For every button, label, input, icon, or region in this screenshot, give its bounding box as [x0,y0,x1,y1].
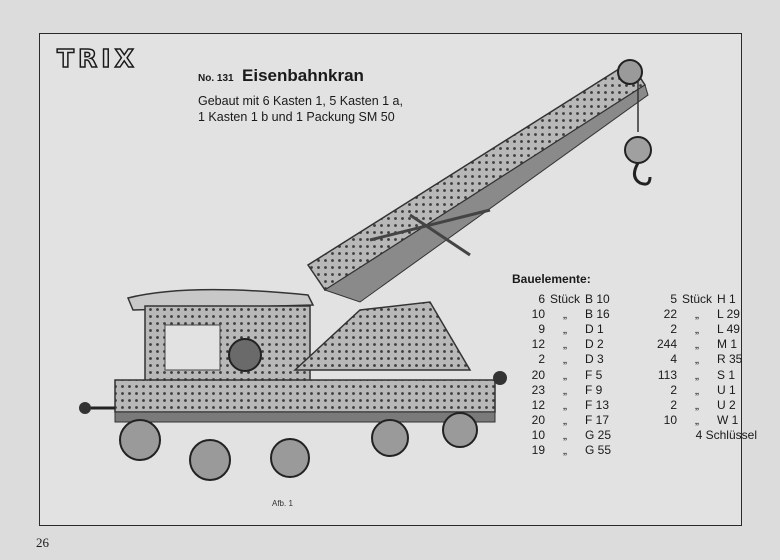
parts-cell-q2: 4 [670,352,677,367]
parts-row [525,413,757,428]
parts-cell-u2: „ [695,397,699,412]
parts-cell-q2 [645,443,677,458]
page-number: 26 [36,535,49,550]
model-name: Eisenbahnkran [242,66,364,85]
parts-cell-c1: F 5 [585,367,603,382]
parts-cell-q2: 2 [670,397,677,412]
parts-cell-q2: 2 [670,321,677,336]
parts-cell-c2: L 29 [717,306,740,321]
parts-cell-q2: 10 [663,413,677,428]
parts-row [525,337,757,352]
parts-row [525,367,757,382]
parts-row [525,382,757,397]
crane-boom [308,60,648,302]
parts-cell-q1: 20 [531,367,545,382]
parts-cell-c2: U 2 [717,397,736,412]
parts-cell-u2: „ [695,352,699,367]
parts-row [525,443,757,458]
built-with-line-2: 1 Kasten 1 b und 1 Packung SM 50 [198,110,395,124]
parts-cell-u1: „ [563,352,567,367]
parts-cell-u1: „ [563,321,567,336]
parts-cell-q1: 9 [538,321,545,336]
crane-wheels [120,413,477,480]
trix-logo: TRIX [57,44,138,73]
parts-cell-q2: 113 [657,367,677,382]
parts-cell-c2: H 1 [717,291,736,306]
parts-cell-c2 [717,443,757,458]
parts-cell-c1: F 13 [585,397,610,412]
parts-cell-u2: „ [695,367,699,382]
model-number: No. 131 [198,73,234,84]
parts-cell-q2: 244 [656,337,677,352]
parts-cell-q2: 22 [663,306,677,321]
parts-cell-u1: „ [563,397,567,412]
parts-cell-c1: B 16 [585,306,610,321]
parts-cell-u1: „ [563,382,567,397]
parts-row [525,321,757,336]
parts-row [525,291,757,306]
parts-cell-c1: G 25 [585,428,612,443]
parts-row [525,428,757,443]
parts-cell-u2: „ [695,382,699,397]
parts-cell-u2: „ [695,337,699,352]
parts-row [525,352,757,367]
built-with-line-1: Gebaut mit 6 Kasten 1, 5 Kasten 1 a, [198,94,403,108]
parts-cell-c1: F 9 [585,382,603,397]
parts-cell-q2: 5 [670,291,677,306]
parts-cell-q1: 6 [538,291,545,306]
parts-cell-q1: 20 [531,413,545,428]
parts-cell-u2 [677,443,717,458]
parts-cell-c1: D 1 [585,321,604,336]
parts-cell-u1: „ [563,428,567,443]
parts-cell-u1: „ [563,337,567,352]
parts-cell-u2: „ [695,321,699,336]
parts-cell-q1: 12 [531,397,545,412]
parts-cell-u2: „ [695,413,699,428]
parts-cell-c1: D 3 [585,352,604,367]
parts-cell-c2: R 35 [717,352,743,367]
parts-cell-q2: 2 [670,382,677,397]
parts-cell-q1: 23 [531,382,545,397]
parts-cell-q2: 4 Schlüssel [695,428,757,443]
parts-cell-u1: „ [563,413,567,428]
parts-cell-u2: „ [695,306,699,321]
parts-cell-u1: Stück [549,291,580,306]
parts-cell-q1: 19 [531,443,545,458]
parts-cell-q1: 12 [531,337,545,352]
parts-table [525,291,757,458]
parts-row [525,306,757,321]
parts-cell-q1: 10 [531,306,545,321]
parts-cell-q1: 2 [538,352,545,367]
parts-heading: Bauelemente: [512,272,591,286]
parts-cell-c1: B 10 [585,291,610,306]
parts-cell-c2: S 1 [717,367,736,382]
parts-row [525,397,757,412]
parts-cell-c2: W 1 [717,413,739,428]
parts-cell-c1: G 55 [585,443,612,458]
parts-cell-u1: „ [563,367,567,382]
parts-cell-u2: Stück [681,291,712,306]
parts-cell-c2: U 1 [717,382,736,397]
parts-cell-u1: „ [563,443,567,458]
parts-cell-c2: L 49 [717,321,740,336]
parts-cell-c1: F 17 [585,413,610,428]
parts-cell-u1: „ [563,306,567,321]
parts-cell-c2: M 1 [717,337,738,352]
parts-cell-q1: 10 [531,428,545,443]
parts-cell-c1: D 2 [585,337,604,352]
figure-caption: Afb. 1 [272,499,293,508]
